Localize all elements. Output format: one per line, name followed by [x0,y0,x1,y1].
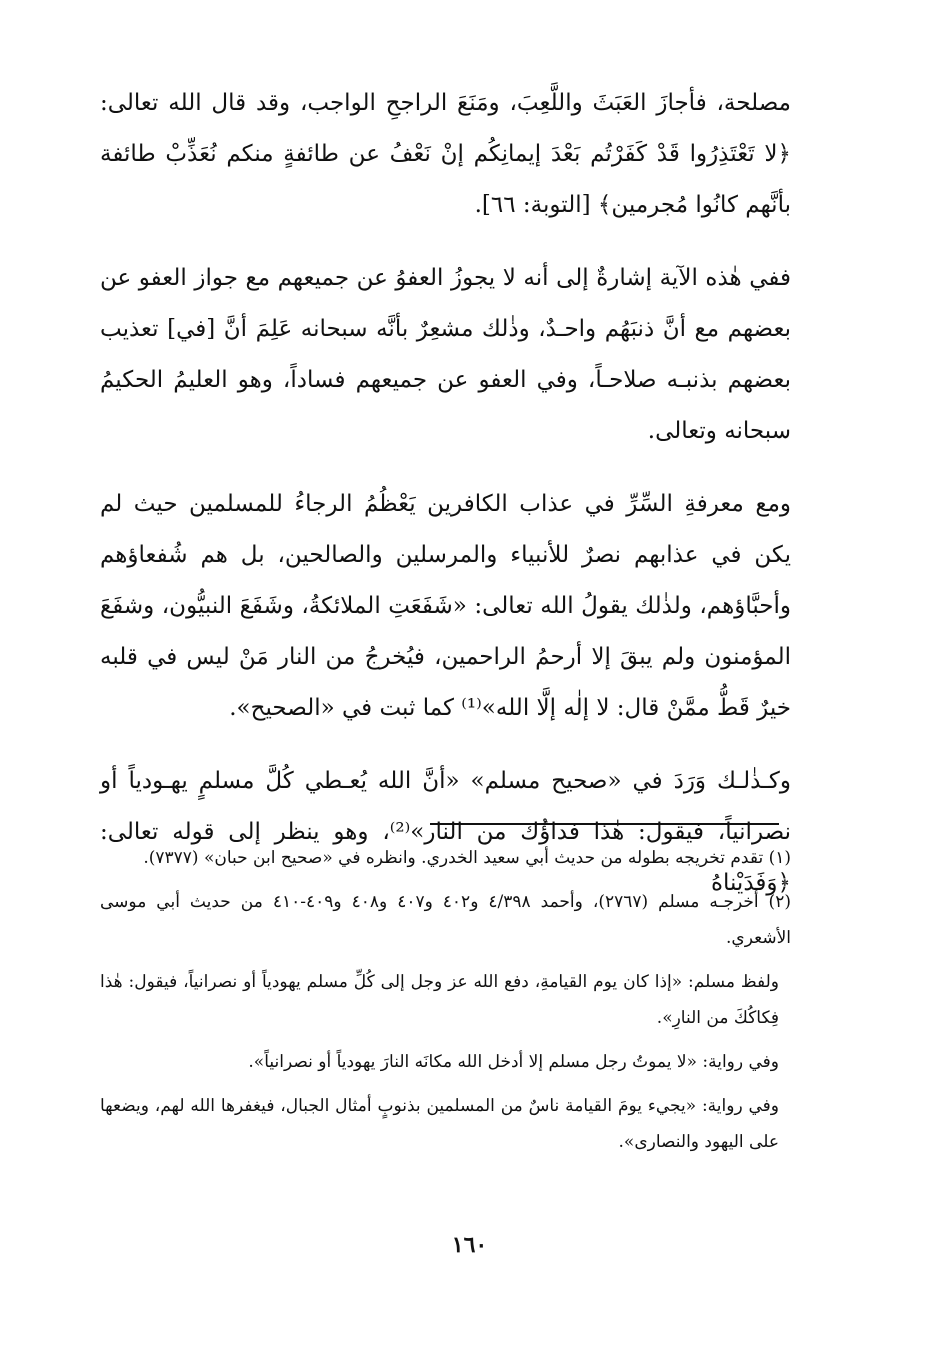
footnote-2: (٢) أخرجـه مسلم (٢٧٦٧)، وأحمد ٤/٣٩٨ و٤٠٢ و٤٠٧ و٤٠٨ و٤٠٩-٤١٠ من حديث أبي موسى الأشعري. [100,892,791,948]
paragraph: وكـذٰلـك وَرَدَ في «صحيح مسلم» «أنَّ الله يُعـطي كُلَّ مسلمٍ يهـودياً أو نصرانياً، فيقول: هٰذا فداؤُك من النار»⁽²⁾، وهو ينظر إلى قوله تعالى: ﴿وَفَدَيْناهُ [100,768,791,896]
footnote-2-narration-b: وفي رواية: «يجيء يومَ القيامة ناسٌ من المسلمين بذنوبٍ أمثال الجبال، فيغفرها الله لهم، ويضعها على اليهود والنصارى». [100,1096,779,1152]
footnote-2-muslim-wording: ولفظ مسلم: «إذا كان يوم القيامةِ، دفع الله عز وجل إلى كُلِّ مسلم يهودياً أو نصرانياً، فيقول: هٰذا فِكاكُكَ من النارِ». [100,972,779,1028]
footnote-divider [430,823,779,825]
main-text [100,78,791,909]
page-number: ١٦٠ [451,1232,488,1258]
paragraph: ففي هٰذه الآية إشارةٌ إلى أنه لا يجوزُ العفوُ عن جميعهم مع جواز العفو عن بعضهم مع أنَّ ذنبَهُم واحـدٌ، وذٰلك مشعِرٌ بأنَّه سبحانه عَلِمَ أنَّ [في] تعذيب بعضهم بذنبـه صلاحـاً، وفي العفو عن جميعهم فساداً، وهو العليمُ الحكيمُ سبحانه وتعالى. [100,265,791,444]
paragraph: ومع معرفةِ السِّرِّ في عذاب الكافرين يَعْظُمُ الرجاءُ للمسلمين حيث لم يكن في عذابهم نصرٌ للأنبياء والمرسلين والصالحين، بل هم شُفعاؤهم وأحبَّاؤهم، ولذٰلك يقولُ الله تعالى: «شَفَعَتِ الملائكةُ، وشَفَعَ النبيُّون، وشفَعَ المؤمنون ولم يبقَ إلا أرحمُ الراحمين، فيُخرجُ من النار مَنْ ليس في قلبه خيرٌ قَطُّ ممَّنْ قال: لا إلٰه إلَّا الله»⁽¹⁾ كما ثبت في «الصحيح». [100,491,792,721]
footnote-1: (١) تقدم تخريجه بطوله من حديث أبي سعيد الخدري. وانظره في «صحيح ابن حبان» (٧٣٧٧). [143,848,791,868]
paragraph: مصلحة، فأجازَ العَبَثَ واللَّعِبَ، ومَنَعَ الراجحِ الواجب، وقد قال الله تعالى: ﴿لا تَعْتَذِرُوا قَدْ كَفَرْتُم بَعْدَ إيمانِكُم إنْ نَعْفُ عن طائفةٍ منكم نُعَذِّبْ طائفة بأنَّهم كانُوا مُجرمين﴾ [التوبة: ٦٦]. [100,90,791,218]
footnotes [100,840,791,1168]
footnote-2-narration-a: وفي رواية: «لا يموتُ رجل مسلم إلا أدخل الله مكانَه النارَ يهودياً أو نصرانياً». [248,1052,779,1072]
